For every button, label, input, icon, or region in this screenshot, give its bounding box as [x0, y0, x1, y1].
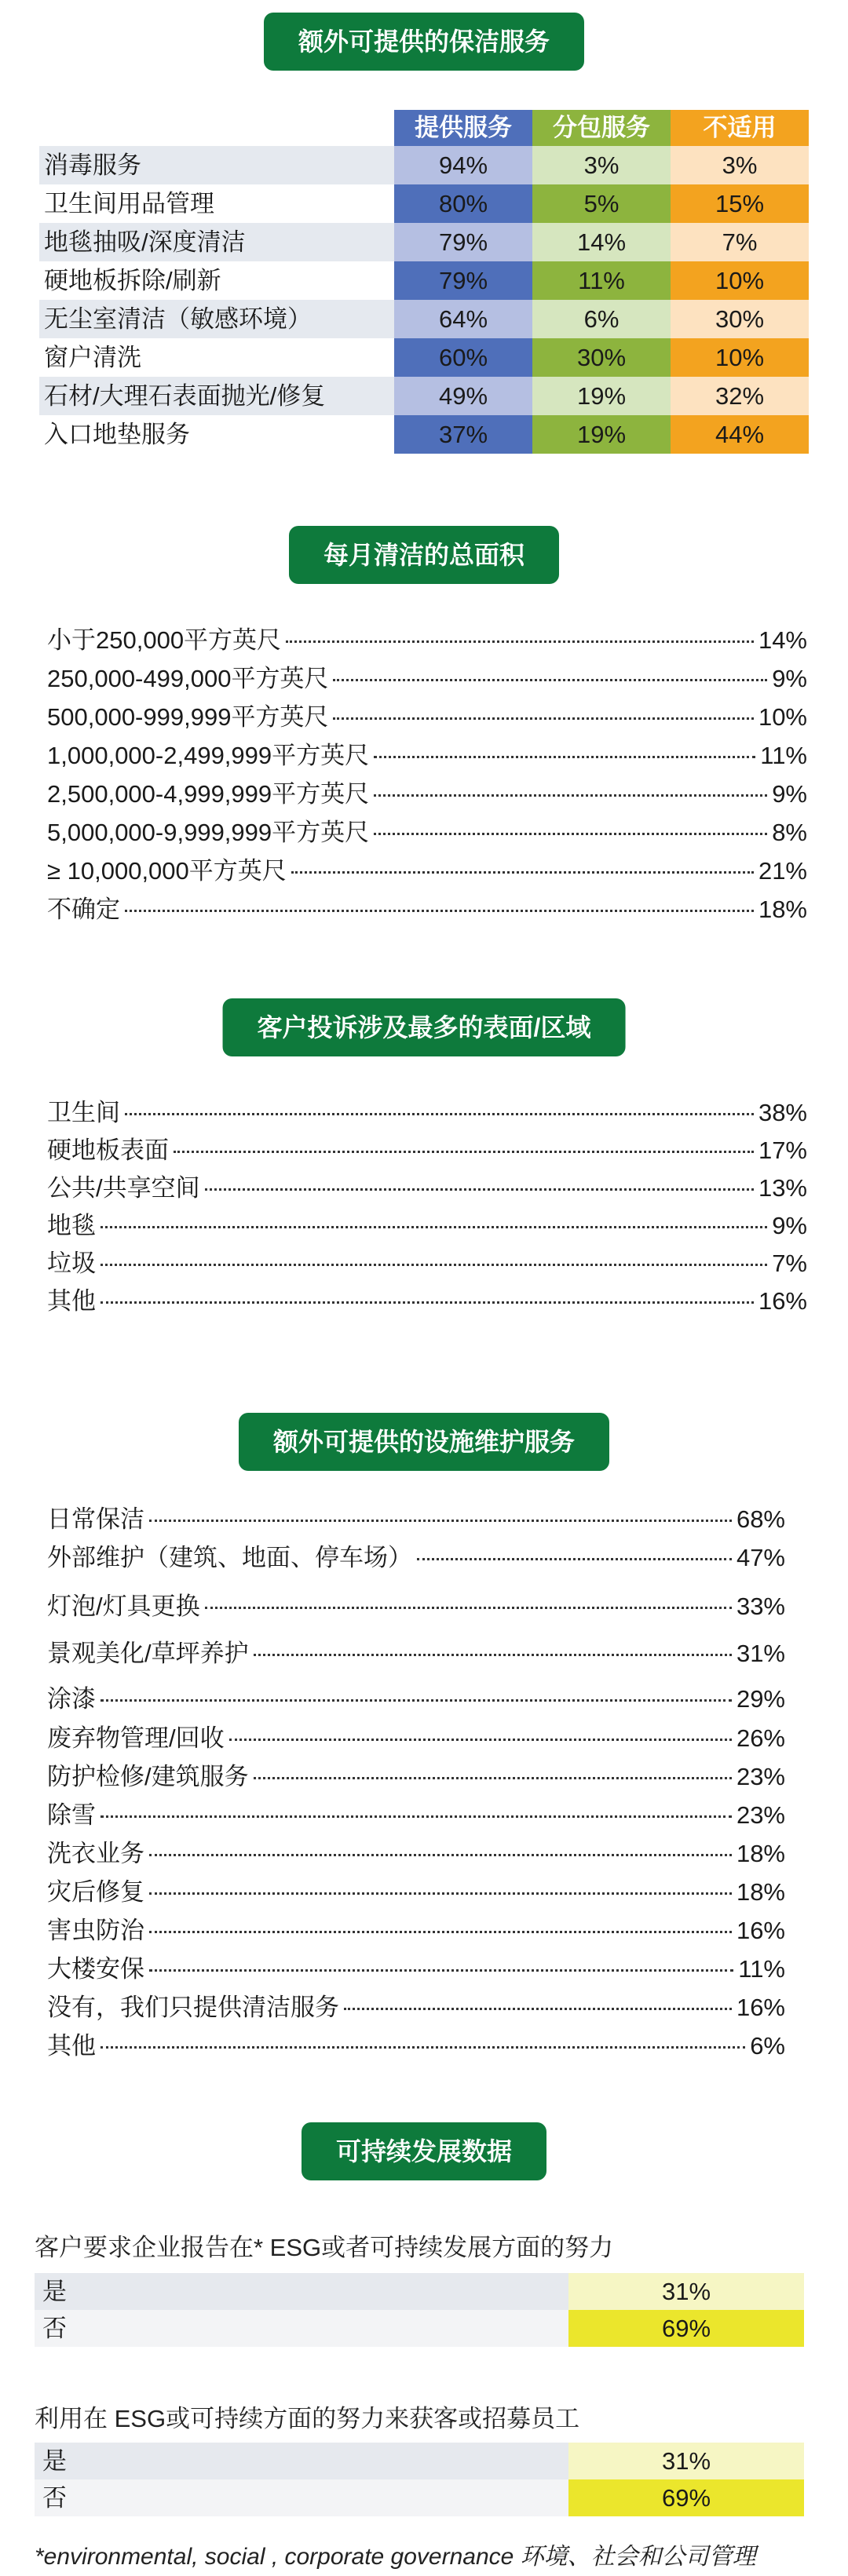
list-item: [47, 1910, 785, 1949]
item-value: 16%: [736, 1994, 785, 2021]
dot-leader: [149, 1931, 732, 1933]
facility-services-list: [47, 1499, 785, 2064]
item-value: 16%: [758, 1287, 807, 1315]
item-label: 500,000-999,999平方英尺: [47, 703, 329, 731]
item-label: 1,000,000-2,499,999平方英尺: [47, 742, 370, 769]
item-label: 硬地板表面: [47, 1137, 169, 1164]
item-label: 2,500,000-4,999,999平方英尺: [47, 780, 370, 808]
not-applicable-value: 7%: [671, 223, 809, 261]
dot-leader: [374, 794, 767, 797]
list-item: [47, 1872, 785, 1910]
item-label: 防护检修/建筑服务: [47, 1763, 249, 1790]
service-label: 无尘室清洁（敏感环境）: [39, 300, 394, 338]
dot-leader: [101, 2046, 745, 2049]
item-label: 小于250,000平方英尺: [47, 626, 282, 654]
answer-label: 否: [35, 2310, 568, 2347]
dot-leader: [149, 1892, 732, 1895]
item-value: 11%: [738, 1955, 785, 1983]
provided-value: 80%: [394, 184, 532, 223]
table-row: [39, 338, 809, 377]
item-label: 250,000-499,000平方英尺: [47, 665, 329, 692]
dot-leader: [101, 1301, 754, 1304]
dot-leader: [229, 1739, 732, 1741]
monthly-area-list: [47, 620, 807, 928]
answer-value: 31%: [568, 2443, 804, 2479]
list-item: [47, 774, 807, 812]
list-item: [47, 1633, 785, 1679]
item-label: 公共/共享空间: [47, 1174, 200, 1202]
list-item: [47, 659, 807, 697]
table-row: [39, 184, 809, 223]
dot-leader: [374, 833, 767, 835]
table-row: [39, 223, 809, 261]
dot-leader: [333, 717, 754, 720]
answer-label: 是: [35, 2273, 568, 2310]
item-label: 灯泡/灯具更换: [47, 1593, 200, 1620]
service-label: 卫生间用品管理: [39, 184, 394, 223]
dot-leader: [205, 1607, 732, 1609]
esg-recruitment-yes-row: [35, 2443, 804, 2479]
subcontracted-value: 14%: [532, 223, 671, 261]
list-item: [47, 2026, 785, 2064]
item-value: 23%: [736, 1801, 785, 1829]
list-item: [47, 1679, 785, 1718]
provided-value: 79%: [394, 223, 532, 261]
item-value: 13%: [758, 1174, 807, 1202]
item-value: 29%: [736, 1685, 785, 1713]
item-label: 其他: [47, 1287, 96, 1315]
dot-leader: [101, 1226, 767, 1228]
header-provided: 提供服务: [394, 110, 532, 146]
item-value: 38%: [758, 1099, 807, 1126]
dot-leader: [149, 1520, 732, 1522]
dot-leader: [333, 679, 767, 681]
list-item: [47, 1586, 785, 1633]
item-label: 涂漆: [47, 1685, 96, 1713]
section-title-monthly-area: 每月清洁的总面积: [289, 526, 559, 584]
item-label: 废弃物管理/回收: [47, 1724, 225, 1752]
table-row: [39, 377, 809, 415]
service-label: 窗户清洗: [39, 338, 394, 377]
not-applicable-value: 32%: [671, 377, 809, 415]
item-label: 日常保洁: [47, 1505, 144, 1533]
dot-leader: [149, 1969, 733, 1972]
dot-leader: [286, 640, 754, 643]
item-label: 5,000,000-9,999,999平方英尺: [47, 819, 370, 846]
answer-value: 31%: [568, 2273, 804, 2310]
section-title-sustainability: 可持续发展数据: [302, 2122, 546, 2180]
service-label: 石材/大理石表面抛光/修复: [39, 377, 394, 415]
list-item: [47, 1757, 785, 1795]
provided-value: 60%: [394, 338, 532, 377]
item-value: 47%: [736, 1544, 785, 1571]
list-item: [47, 1168, 807, 1206]
subcontracted-value: 5%: [532, 184, 671, 223]
answer-value: 69%: [568, 2479, 804, 2516]
item-value: 9%: [772, 665, 807, 692]
header-subcontracted: 分包服务: [532, 110, 671, 146]
dot-leader: [125, 910, 754, 912]
subcontracted-value: 6%: [532, 300, 671, 338]
section-title-complaints: 客户投诉涉及最多的表面/区域: [223, 998, 626, 1056]
dot-leader: [417, 1558, 732, 1560]
not-applicable-value: 10%: [671, 338, 809, 377]
list-item: [47, 1795, 785, 1833]
item-label: 除雪: [47, 1801, 96, 1829]
subcontracted-value: 19%: [532, 415, 671, 454]
list-item: [47, 851, 807, 889]
question-esg-recruitment: 利用在 ESG或可持续方面的努力来获客或招募员工: [35, 2405, 580, 2432]
item-label: 灾后修复: [47, 1878, 144, 1906]
service-label: 入口地垫服务: [39, 415, 394, 454]
item-label: 洗衣业务: [47, 1840, 144, 1867]
service-label: 硬地板拆除/刷新: [39, 261, 394, 300]
item-value: 68%: [736, 1505, 785, 1533]
dot-leader: [101, 1264, 767, 1266]
item-value: 18%: [736, 1840, 785, 1867]
item-value: 10%: [758, 703, 807, 731]
item-value: 18%: [758, 896, 807, 923]
item-value: 16%: [736, 1917, 785, 1944]
item-value: 9%: [772, 780, 807, 808]
item-value: 8%: [772, 819, 807, 846]
item-value: 21%: [758, 857, 807, 885]
provided-value: 94%: [394, 146, 532, 184]
subcontracted-value: 30%: [532, 338, 671, 377]
dot-leader: [254, 1654, 732, 1656]
list-item: [47, 1987, 785, 2026]
list-item: [47, 1949, 785, 1987]
list-item: [47, 1718, 785, 1757]
esg-reporting-yes-row: [35, 2273, 804, 2310]
question-esg-reporting: 客户要求企业报告在* ESG或者可持续发展方面的努力: [35, 2234, 614, 2261]
dot-leader: [254, 1777, 732, 1779]
dot-leader: [149, 1854, 732, 1856]
dot-leader: [125, 1113, 754, 1115]
item-label: 景观美化/草坪养护: [47, 1640, 249, 1667]
subcontracted-value: 3%: [532, 146, 671, 184]
item-label: 其他: [47, 2032, 96, 2060]
item-value: 26%: [736, 1724, 785, 1752]
answer-value: 69%: [568, 2310, 804, 2347]
dot-leader: [205, 1188, 754, 1191]
list-item: [47, 620, 807, 659]
item-label: 害虫防治: [47, 1917, 144, 1944]
provided-value: 64%: [394, 300, 532, 338]
table-row: [39, 300, 809, 338]
item-value: 11%: [760, 742, 807, 769]
item-label: 垃圾: [47, 1250, 96, 1277]
list-item: [47, 1833, 785, 1872]
header-not-applicable: 不适用: [671, 110, 809, 146]
list-item: [47, 1093, 807, 1130]
table-row: [39, 146, 809, 184]
not-applicable-value: 30%: [671, 300, 809, 338]
provided-value: 79%: [394, 261, 532, 300]
item-label: 卫生间: [47, 1099, 120, 1126]
item-label: 大楼安保: [47, 1955, 144, 1983]
provided-value: 49%: [394, 377, 532, 415]
provided-value: 37%: [394, 415, 532, 454]
item-value: 18%: [736, 1878, 785, 1906]
item-value: 14%: [758, 626, 807, 654]
item-label: ≥ 10,000,000平方英尺: [47, 857, 287, 885]
cleaning-services-table: [39, 110, 809, 454]
service-label: 消毒服务: [39, 146, 394, 184]
list-item: [47, 1281, 807, 1319]
table-row: [39, 261, 809, 300]
item-label: 地毯: [47, 1212, 96, 1239]
service-label: 地毯抽吸/深度清洁: [39, 223, 394, 261]
dot-leader: [101, 1815, 732, 1818]
dot-leader: [374, 756, 755, 758]
table-row: [39, 415, 809, 454]
item-label: 没有，我们只提供清洁服务: [47, 1994, 339, 2021]
dot-leader: [101, 1699, 732, 1702]
answer-label: 否: [35, 2479, 568, 2516]
complaints-list: [47, 1093, 807, 1319]
list-item: [47, 812, 807, 851]
esg-recruitment-no-row: [35, 2479, 804, 2516]
dot-leader: [174, 1151, 754, 1153]
item-value: 6%: [750, 2032, 785, 2060]
answer-label: 是: [35, 2443, 568, 2479]
list-item: [47, 1538, 785, 1586]
not-applicable-value: 3%: [671, 146, 809, 184]
footnote: *environmental, social , corporate governance 环境、社会和公司管理: [35, 2544, 756, 2570]
list-item: [47, 697, 807, 735]
list-item: [47, 1206, 807, 1243]
subcontracted-value: 11%: [532, 261, 671, 300]
dot-leader: [291, 871, 754, 874]
list-item: [47, 1499, 785, 1538]
item-label: 外部维护（建筑、地面、停车场）: [47, 1544, 412, 1571]
not-applicable-value: 44%: [671, 415, 809, 454]
list-item: [47, 1243, 807, 1281]
list-item: [47, 1130, 807, 1168]
item-label: 不确定: [47, 896, 120, 923]
not-applicable-value: 15%: [671, 184, 809, 223]
item-value: 33%: [736, 1593, 785, 1620]
section-title-cleaning-services: 额外可提供的保洁服务: [264, 13, 584, 71]
item-value: 9%: [772, 1212, 807, 1239]
section-title-facility-services: 额外可提供的设施维护服务: [239, 1413, 609, 1471]
dot-leader: [344, 2008, 732, 2010]
item-value: 31%: [736, 1640, 785, 1667]
item-value: 23%: [736, 1763, 785, 1790]
item-value: 7%: [772, 1250, 807, 1277]
subcontracted-value: 19%: [532, 377, 671, 415]
list-item: [47, 889, 807, 928]
table-header-row: [39, 110, 809, 146]
item-value: 17%: [758, 1137, 807, 1164]
not-applicable-value: 10%: [671, 261, 809, 300]
list-item: [47, 735, 807, 774]
esg-reporting-no-row: [35, 2310, 804, 2347]
